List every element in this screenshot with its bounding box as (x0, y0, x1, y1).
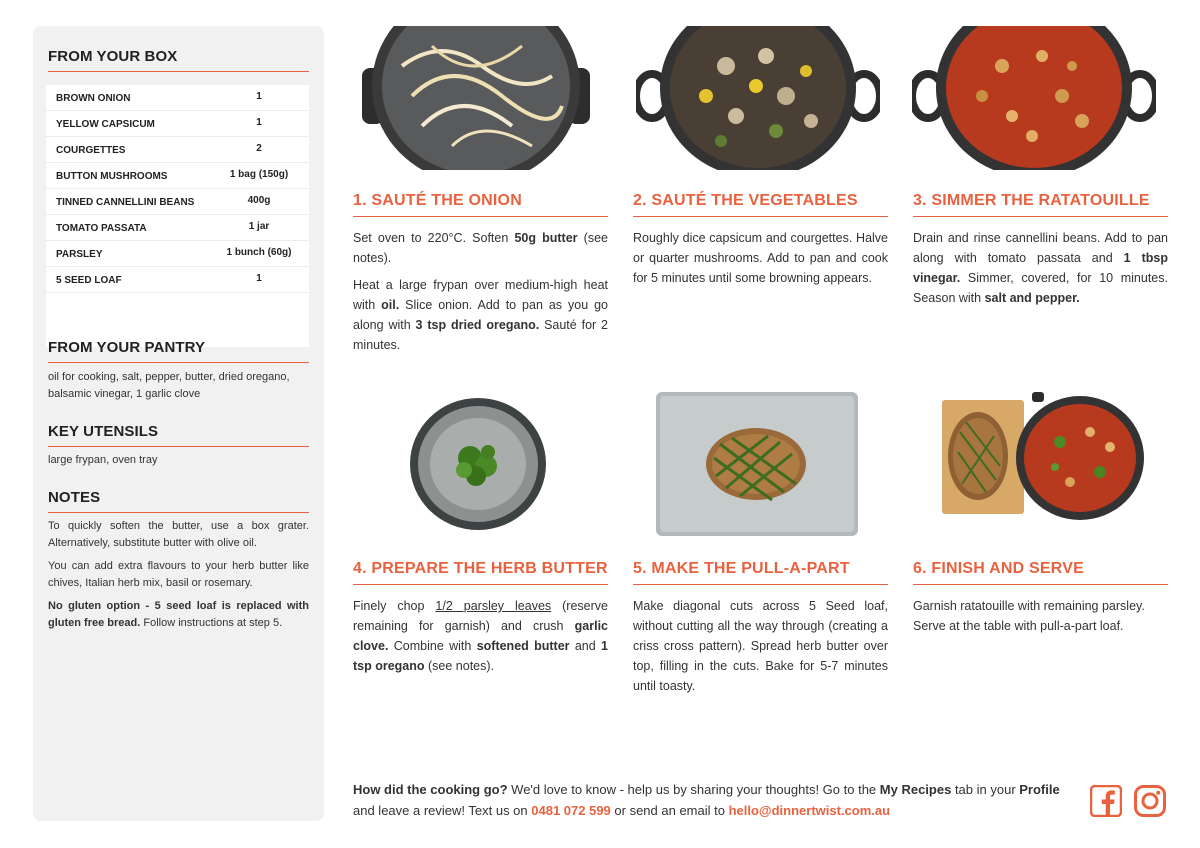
step-2-photo (636, 26, 880, 170)
ingredient-name: BUTTON MUSHROOMS (56, 171, 168, 182)
table-row (46, 85, 309, 111)
step-1-photo (362, 26, 590, 170)
step-5-photo (656, 392, 858, 536)
text: Heat a large frypan over medium-high heat with (353, 278, 608, 312)
text: tab in your (951, 782, 1020, 797)
note-1: To quickly soften the butter, use a box grater. Alternatively, substitute butter with olive oil. (48, 520, 309, 549)
step-3-para-1 (913, 228, 1168, 308)
phone-link[interactable]: 0481 072 599 (531, 803, 611, 818)
utensils-text: large frypan, oven tray (48, 454, 158, 466)
my-recipes-label: My Recipes (879, 782, 952, 797)
step-rule (353, 216, 608, 217)
bold-text: 1 tbsp vinegar. (913, 251, 1169, 285)
key-utensils-heading: KEY UTENSILS (48, 423, 159, 440)
step-rule (633, 216, 888, 217)
step-6-photo (940, 392, 1146, 522)
feedback-question: How did the cooking go? (353, 782, 508, 797)
text: Drain and rinse cannellini beans. Add to pan along with tomato passata and (913, 231, 1168, 265)
ingredient-qty: 1 (256, 273, 262, 284)
text: Slice onion. Add to pan as you go along with (353, 298, 608, 332)
facebook-icon[interactable] (1090, 785, 1122, 822)
step-1-para-1 (353, 228, 608, 268)
table-row (46, 163, 309, 189)
underlined-text: 1/2 parsley leaves (435, 599, 552, 613)
step-4-photo (408, 396, 548, 532)
step-1-para-2 (353, 275, 608, 355)
step-rule (913, 216, 1168, 217)
table-row (46, 215, 309, 241)
table-row (46, 189, 309, 215)
step-5-title: 5. MAKE THE PULL-A-PART (633, 560, 850, 577)
note-3-bold: No gluten option - 5 seed loaf is replaced with gluten free bread. (48, 600, 309, 629)
ingredient-qty: 1 bag (150g) (229, 169, 289, 180)
note-2: You can add extra flavours to your herb butter like chives, Italian herb mix, basil or rosemary. (48, 560, 309, 589)
text: (reserve remaining for garnish) and crush (353, 599, 608, 633)
bold-text: softened butter (476, 639, 570, 653)
step-rule (633, 584, 888, 585)
text: and (569, 639, 602, 653)
text: (see notes). (424, 659, 495, 673)
step-1-title: 1. SAUTÉ THE ONION (353, 192, 522, 209)
step-3-title: 3. SIMMER THE RATATOUILLE (913, 192, 1150, 209)
instagram-icon[interactable] (1134, 785, 1166, 822)
text: Simmer, covered, for 10 minutes. Season with (913, 271, 1168, 305)
table-row (46, 267, 309, 293)
heading-rule (48, 446, 309, 447)
notes-heading: NOTES (48, 489, 101, 506)
profile-label: Profile (1019, 782, 1060, 797)
step-1-body (353, 228, 608, 362)
ingredient-qty: 1 (256, 117, 262, 128)
ingredient-name: COURGETTES (56, 145, 126, 156)
ingredient-qty: 400g (247, 195, 271, 206)
pantry-text: oil for cooking, salt, pepper, butter, dried oregano, balsamic vinegar, 1 garlic clove (48, 371, 290, 400)
bold-text: oil. (381, 298, 400, 312)
note-3 (48, 598, 309, 632)
ingredient-name: PARSLEY (56, 249, 103, 260)
bold-text: salt and pepper. (984, 291, 1080, 305)
heading-rule (48, 512, 309, 513)
box-ingredients-table (46, 85, 309, 347)
notes-text (48, 518, 309, 638)
heading-rule (48, 71, 309, 72)
step-3-body (913, 228, 1168, 315)
step-2-para-1: Roughly dice capsicum and courgettes. Halve or quarter mushrooms. Add to pan and cook for 5 minutes until some browning appears. (633, 231, 888, 285)
step-6-title: 6. FINISH AND SERVE (913, 560, 1084, 577)
text: Combine with (388, 639, 477, 653)
step-6-body (913, 596, 1168, 643)
text: Sauté for 2 minutes. (353, 318, 609, 352)
step-4-title: 4. PREPARE THE HERB BUTTER (353, 560, 608, 577)
from-your-pantry-heading: FROM YOUR PANTRY (48, 339, 206, 356)
bold-text: 50g butter (514, 231, 578, 245)
ingredient-qty: 1 (256, 91, 262, 102)
text: and leave a review! Text us on (353, 803, 532, 818)
step-5-para-1: Make diagonal cuts across 5 Seed loaf, without cutting all the way through (creating a criss cross pattern). Spread herb butter over top, filling in the cuts. Bake for 5-7 minutes until toasty. (633, 599, 888, 693)
text: We'd love to know - help us by sharing your thoughts! Go to the (507, 782, 880, 797)
step-4-para-1 (353, 596, 608, 676)
bold-text: 1 tsp oregano (353, 639, 608, 673)
step-3-photo (912, 26, 1156, 170)
text: Finely chop (353, 599, 436, 613)
ingredient-name: BROWN ONION (56, 93, 131, 104)
ingredient-name: 5 SEED LOAF (56, 275, 122, 286)
step-2-body (633, 228, 888, 295)
table-row (46, 241, 309, 267)
email-link[interactable]: hello@dinnertwist.com.au (728, 803, 891, 818)
note-3-rest: Follow instructions at step 5. (140, 617, 283, 629)
step-6-para-1: Garnish ratatouille with remaining parsley. Serve at the table with pull-a-part loaf. (913, 599, 1145, 633)
step-rule (913, 584, 1168, 585)
bold-text: 3 tsp dried oregano. (415, 318, 540, 332)
ingredient-qty: 1 bunch (60g) (226, 247, 292, 258)
heading-rule (48, 362, 309, 363)
sidebar (33, 26, 324, 821)
ingredient-name: TOMATO PASSATA (56, 223, 147, 234)
ingredient-qty: 1 jar (248, 221, 270, 232)
step-5-body (633, 596, 888, 703)
text: Set oven to 220°C. Soften (353, 231, 515, 245)
feedback-footer (353, 779, 1078, 821)
ingredient-name: TINNED CANNELLINI BEANS (56, 197, 195, 208)
bold-text: garlic clove. (353, 619, 608, 653)
step-2-title: 2. SAUTÉ THE VEGETABLES (633, 192, 858, 209)
ingredient-qty: 2 (256, 143, 262, 154)
table-row (46, 137, 309, 163)
step-4-body (353, 596, 608, 683)
text: or send an email to (610, 803, 729, 818)
ingredient-name: YELLOW CAPSICUM (56, 119, 155, 130)
table-row (46, 111, 309, 137)
step-rule (353, 584, 608, 585)
from-your-box-heading: FROM YOUR BOX (48, 48, 178, 65)
text: (see notes). (353, 231, 608, 265)
